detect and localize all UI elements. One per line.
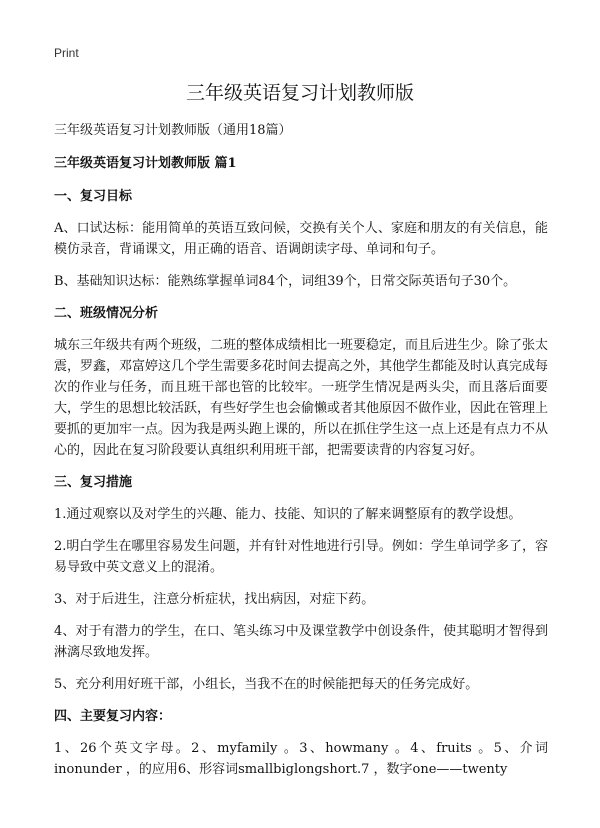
paragraph: 1.通过观察以及对学生的兴趣、能力、技能、知识的了解来调整原有的教学设想。 (54, 507, 522, 522)
paragraph: 2.明白学生在哪里容易发生问题，并有针对性地进行引导。例如：学生单词学多了，容易导致中英文意义上的混淆。 (54, 539, 548, 575)
paragraph: 4、对于有潜力的学生，在口、笔头练习中及课堂教学中创设条件，使其聪明才智得到淋漓尽致地发挥。 (54, 624, 548, 660)
section-measures (54, 472, 548, 695)
document-body (54, 120, 548, 791)
paragraph: 3、对于后进生，注意分析症状，找出病因，对症下药。 (54, 592, 375, 607)
article-title: 三年级英语复习计划教师版 篇1 (54, 156, 237, 171)
print-label: Print (54, 46, 79, 60)
section-heading: 二、班级情况分析 (54, 306, 159, 321)
paragraph: 1、26个英文字母。2、myfamily 。3、howmany 。4、fruits 。5、介词inonunder ，的应用6、形容词smallbiglongshort.7 ，数字one——twenty (54, 741, 548, 777)
section-heading: 一、复习目标 (54, 189, 133, 204)
paragraph: A、口试达标：能用简单的英语互致问候，交换有关个人、家庭和朋友的有关信息，能模仿录音，背诵课文，用正确的语音、语调朗读字母、单词和句子。 (54, 221, 548, 257)
section-heading: 四、主要复习内容： (54, 709, 172, 724)
paragraph: B、基础知识达标：能熟练掌握单词84个，词组39个，日常交际英语句子30个。 (54, 274, 517, 289)
section-content (54, 706, 548, 780)
section-class-analysis (54, 303, 548, 461)
paragraph: 5、充分利用好班干部，小组长，当我不在的时候能把每天的任务完成好。 (54, 677, 479, 692)
paragraph: 城东三年级共有两个班级，二班的整体成绩相比一班要稳定，而且后进生少。除了张太震，罗鑫，邓富婷这几个学生需要多花时间去提高之外，其他学生都能及时认真完成每次的作业与任务，而且班干部也管的比较牢。一班学生情况是两头尖，而且落后面要大，学生的思想比较活跃，有些好学生也会偷懒或者其他原因不做作业，因此在管理上要抓的更加牢一点。因为我是两头跑上课的，所以在抓住学生这一点上还是有点力不从心的，因此在复习阶段要认真组织利用班干部，把需要读背的内容复习好。 (54, 338, 549, 458)
section-goals (54, 186, 548, 292)
section-heading: 三、复习措施 (54, 475, 133, 490)
document-subtitle: 三年级英语复习计划教师版（通用18篇） (54, 123, 292, 138)
document-title: 三年级英语复习计划教师版 (185, 82, 414, 104)
